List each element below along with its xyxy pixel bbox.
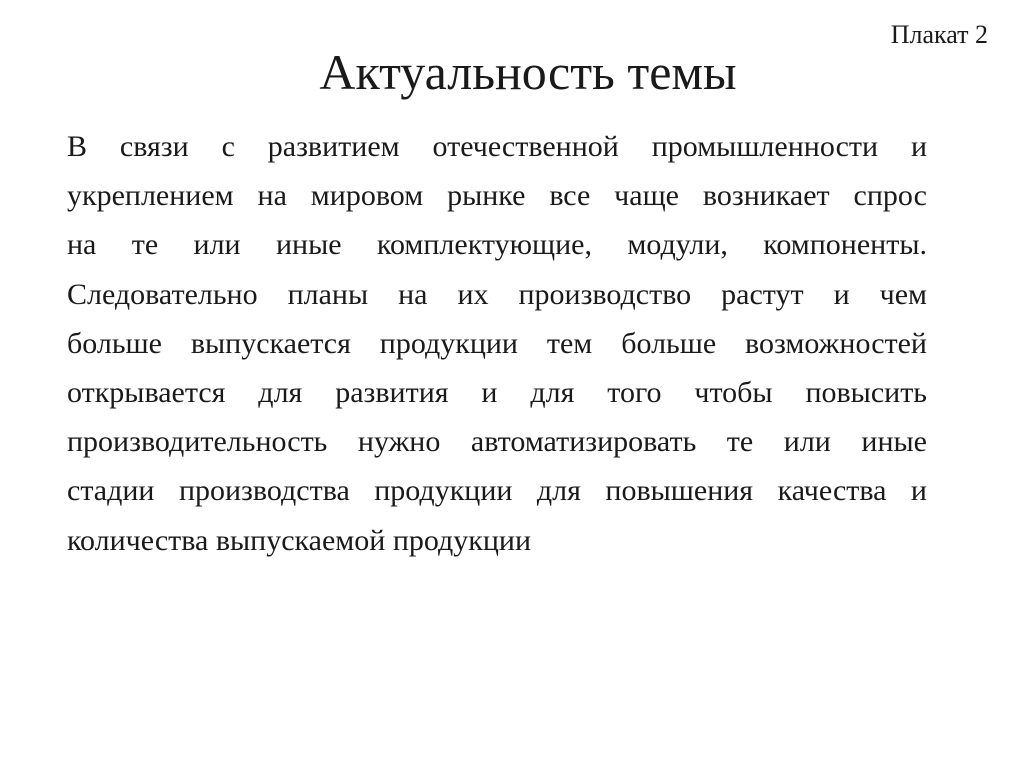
body-line: стадии производства продукции для повышения качества и	[67, 474, 927, 508]
body-line: больше выпускается продукции тем больше возможностей	[67, 326, 927, 360]
body-line: В связи с развитием отечественной промышленности и	[67, 130, 927, 163]
body-line: на те или иные комплектующие, модули, компоненты.	[67, 228, 927, 262]
poster-label: Плакат 2	[890, 20, 988, 49]
body-line: количества выпускаемой продукции	[67, 523, 532, 557]
slide-title: Актуальность темы	[319, 44, 737, 100]
body-line: Следовательно планы на их производство растут и чем	[67, 277, 927, 311]
body-line: открывается для развития и для того чтобы повысить	[67, 375, 927, 409]
body-line: укреплением на мировом рынке все чаще возникает спрос	[67, 179, 927, 213]
body-line: производительность нужно автоматизировать те или иные	[67, 425, 927, 459]
body-paragraph	[67, 122, 927, 565]
